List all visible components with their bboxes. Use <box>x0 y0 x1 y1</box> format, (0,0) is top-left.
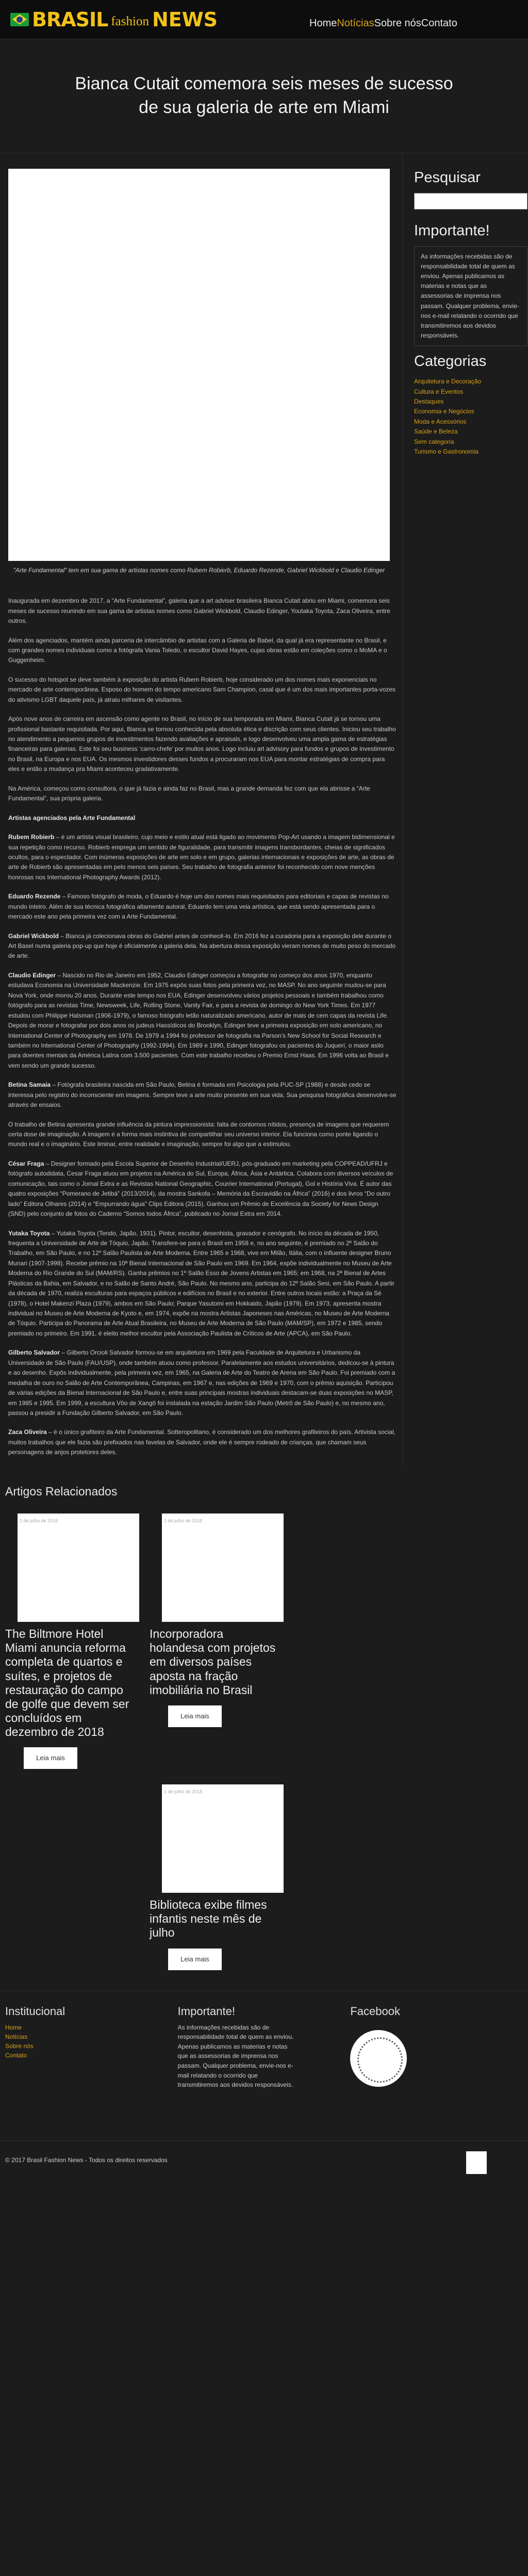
artists-heading: Artistas agenciados pela Arte Fundamental <box>8 814 136 822</box>
artist-paragraph <box>8 1120 397 1150</box>
artist-name: Eduardo Rezende <box>8 893 61 900</box>
card-date: 1 de julho de 2018 <box>20 1518 58 1524</box>
artist-paragraph <box>8 1229 397 1339</box>
article-paragraph: Além dos agenciados, mantém ainda parceria de intercâmbio de artistas com a Galeria de Babel, da qual já era representante no Brasil, e com grandes nomes individuais como a fotógrafa Vania Toledo, o escultor David Hayes, cujas obras estão em coleções como o MoMA e o Guggenheim. <box>8 636 387 664</box>
article-paragraph: Na América, começou como consultora, o que já fazia e ainda faz no Brasil, mas a grande demanda fez com que ela abrisse a “Arte Fundamental”, sua própria galeria. <box>8 784 370 802</box>
category-link-destaques[interactable]: Destaques <box>414 397 444 405</box>
card-date: 1 de julho de 2018 <box>164 1518 203 1524</box>
footer-link-noticias[interactable]: Notícias <box>5 2033 28 2040</box>
logo-fashion-text: fashion <box>111 14 149 28</box>
artist-bio: O trabalho de Betina apresenta grande influência da pintura impressionista: falta de contornos nítidos, presença de imagens que requerem certa dose de imaginação. A imagem é a forma mais instintiva de compartilhar seu universo interior. Ela funciona como ponte ligando o mundo real e o imaginário. Este liminar, entre realidade e imaginação, sempre foi algo que a estimulou. <box>8 1120 389 1148</box>
notice-text: As informações recebidas são de responsabilidade total de quem as enviou. Apenas publicamos as materias e notas que as assessorias de imprensa nos passam. Qualquer problema, envie-nos e-mail relatando o ocorrido que transmitiremos aos devidos responsáveis. <box>414 246 527 347</box>
artist-bio: – é o único grafiteiro da Arte Fundamental. Sotteropolitano, é considerado um dos melhores grafiteiros do país. Artivista social, muitos trabalhos que ele fazia são prefixados nas favelas de Salvador, onde ele é sempre rodeado de crianças, que chamam seus personagens de anjos protetores deles. <box>8 1428 396 1456</box>
artist-name: Yutaka Toyota <box>8 1229 50 1237</box>
artist-name: Claudio Edinger <box>8 971 56 979</box>
logo-brasil-text: BRASIL <box>32 8 108 31</box>
card-image[interactable] <box>162 1514 284 1622</box>
footer-institutional-title: Institucional <box>5 2004 65 2018</box>
related-articles <box>0 1467 528 1986</box>
article-title: Bianca Cutait comemora seis meses de sucesso de sua galeria de arte em Miami <box>75 74 453 117</box>
artist-paragraph <box>8 1348 397 1418</box>
content-wrap <box>0 153 528 1467</box>
card-title[interactable]: Incorporadora holandesa com projetos em diversos países aposta na fração imobiliária no Brasil <box>150 1627 276 1697</box>
artist-bio: – Yutaka Toyota (Tendo, Japão, 1931). Pintor, escultor, desenhista, gravador e cenógrafo. No início da década de 1950, frequenta a Universidade de Arte de Tóquio, Japão. Transfere-se para o Brasil em 1958 e, no ano seguinte, é premiado no 2º Salão do Trabalho, em São Paulo, e no 12º Salão Paulista de Arte Moderna. Entre 1965 e 1968, vive em Milão, Itália, com o influente designer Bruno Munari (1907-1998). Recebe prêmio na 10ª Bienal Internacional de São Paulo em 1969. Em 1964, expõe individualmente no Museu de Arte Moderna do Rio Grande do Sul (MAM/RS). Ganha prêmios no 1º Salão Esso de Jovens Artistas em 1965; em 1968, na 2ª Bienal de Artes Plásticas da Bahia, em Salvador, e no Salão de Santo André, São Paulo. No mesmo ano, participa do 12º Salão Sesi, em São Paulo. A partir da década de 1970, realiza esculturas para espaços públicos e edifícios no Brasil e no exterior. Entre outros locais estão: a Praça da Sé (1978), o Hotel Makenzi Plaza (1979), ambos em São Paulo; Parque Yasutomi em Hokkaido, Japão (1979). Em 1973, apresenta mostra individual no Museu de Arte Moderna de Kyoto e, em 1974, expõe na mostra Artistas Japoneses nas Américas, no Museu de Arte Moderna de Tóquio. Participa do Panorama de Arte Atual Brasileira, no Museu de Arte Moderna de São Paulo (MAM/SP), em 1972 e 1985, sendo premiado no primeiro. Em 1991, é eleito melhor escultor pela Associação Paulista de Críticos de Arte (APCA), em São Paulo. <box>8 1229 394 1337</box>
site-header <box>0 0 528 39</box>
main-content <box>0 153 403 1467</box>
artist-bio: – Bianca já colecionava obras do Gabriel antes de conhecê-lo. Em 2016 fez a curadoria para a exposição dele durante o Art Basel numa galeria pop-up que hoje é oficialmente a galeria dela. Na abertura dessa exposição vieram nomes de muito peso do mercado de arte. <box>8 932 396 960</box>
related-title: Artigos Relacionados <box>5 1484 118 1498</box>
back-to-top-button[interactable] <box>466 2151 487 2174</box>
artist-name: Betina Samaia <box>8 1081 51 1089</box>
nav-sobre-nos[interactable]: Sobre nós <box>374 18 421 29</box>
artist-paragraph <box>8 1427 397 1457</box>
article-paragraph: Após nove anos de carreira em ascensão como agente no Brasil, no início de sua temporada em Miami, Bianca Cutait já se tornou uma profissional bastante requisitada. Por aqui, Bianca se tornou conhecida pela absoluta ética e discrição com seus clientes. Iniciou seu trabalho no atendimento a pequenos grupos de investimentos fazendo avaliações e apraisals, e logo desenvolveu uma ampla gama de estratégias financeiras para galerias. Este foi seu business ‘carro-chefe’ por muitos anos. Logo incluiu art advisory para fundos e grupos de investimento no Brasil, na Europa e nos EUA. Os mesmos investidores desses fundos a procuraram nos EUA para montar estratégias de compra para eles e então a mudança pra Miami aconteceu gradativamente. <box>8 715 396 773</box>
site-logo[interactable] <box>10 8 218 31</box>
artist-paragraph <box>8 892 397 922</box>
category-link-cultura[interactable]: Cultura e Eventos <box>414 388 464 395</box>
card-title[interactable]: Biblioteca exibe filmes infantis neste mês de julho <box>150 1898 267 1940</box>
nav-home[interactable]: Home <box>309 18 337 29</box>
category-link-saude[interactable]: Saúde e Beleza <box>414 428 458 436</box>
artist-bio: – é um artista visual brasileiro, cujo meio e estilo atual está ligado ao movimento Pop-Art usando a imagem bidimensional e sua repetição como recurso. Robierb emprega um sentido de figuralidade, para transmitir imagens transbordantes, cheias de significados ocultos, para o espectador. Com inúmeras exposições de arte em solo e em grupo, galerias internacionais e exposições de arte, as obras de arte de Robierb são apresentadas em pelo menos seis países. Seu trabalho de fotografia anterior foi reconhecido com nove menções honrosas nos International Photography Awards (2012). <box>8 833 395 881</box>
article-body <box>8 596 397 1458</box>
image-caption: "Arte Fundamental" tem em sua gama de artistas nomes como Rubem Robierb, Eduardo Rezende, Gabriel Wickbold e Claudio Edinger <box>13 567 385 574</box>
artist-bio: – Gilberto Orcioli Salvador formou-se em arquitetura em 1969 pela Faculdade de Arquitetura e Urbanismo da Universidade de São Paulo (FAU/USP), onde também atuou como professor. Paralelamente aos estudos universitários, dedicou-se à pintura e ao desenho. Expôs individualmente, pela primeira vez, em 1965, na Galeria de Arte do Teatro de Arena em São Paulo. Foi premiado com a medalha de ouro no Salão de Arte Contemporânea, Campinas, em 1967 e, nas edições de 1969 e 1970, com o prêmio aquisição. Participou de várias edições da Bienal Internacional de São Paulo e, entre suas principais mostras individuais destacam-se duas exposições no MASP, em 1985 e 1995. Em 1999, a escultura Vôo de Xangô foi instalada na estação Jardim São Paulo (Metrô de São Paulo) e, no mesmo ano, passou a presidir a Fundação Gilberto Salvador, em São Paulo. <box>8 1349 395 1416</box>
category-list <box>414 377 528 457</box>
article-paragraph: O sucesso do hotspot se deve também à exposição do artista Rubem Robierb, hoje considerado um dos nomes mais exponenciais no mercado de arte contemporânea. Esposo do homem do tempo americano Sam Champion, casal que é um dos mais importantes porta-vozes do ativismo LGBT daquele país, já atraiu milhares de visitantes. <box>8 675 396 703</box>
footer-notice-text: As informações recebidas são de responsabilidade total de quem as enviou. Apenas publicamos as materias e notas que as assessorias de imprensa nos passam. Qualquer problema, envie-nos e-mail relatando o ocorrido que transmitiremos aos devidos responsáveis. <box>177 2023 294 2089</box>
artist-name: Gabriel Wickbold <box>8 932 59 940</box>
artist-bio: – Nascido no Rio de Janeiro em 1952, Claudio Edinger começou a fotografar no começo dos anos 1970, enquanto estudava Economia na Universidade Mackenzie. Em 1975 expôs suas fotos pela primeira vez, no MASP. No ano seguinte mudou-se para Nova York, onde morou 20 anos. Durante este tempo nos EUA, Edinger desenvolveu vários projetos pessoais e também trabalhou como fotógrafo para as revistas Time, Newsweek, Life, Rolling Stone, Vanity Fair, e para a revista de domingo do New York Times. Em 1977 estudou com Philippe Halsman (1906-1979), o famoso fotógrafo letão naturalizado americano, autor de mais de cem capas da revista Life. Depois de morar e fotografar por dois anos os judeus Hassídicos do Brooklyn, Edinger teve a primeira exposição em solo americano, no International Center of Photography em 1978. De 1979 a 1994 foi professor de fotografia na Parson’s New School for Social Research e também no International Center of Photography (1992-1994). Em 1989 e 1990, Edinger fotografou os pacientes do Juquerí, o maior asilo para doentes mentais da América Latina com 3.500 pacientes. Com este trabalho recebeu o Premio Ernst Haas. Em 1996 volta ao Brasil e vem sendo um grande sucesso. <box>8 971 389 1069</box>
artist-paragraph <box>8 1080 397 1110</box>
read-more-button[interactable]: Leia mais <box>168 1705 222 1727</box>
copyright-text: © 2017 Brasil Fashion News - Todos os direitos reservados <box>5 2156 168 2164</box>
artist-name: Gilberto Salvador <box>8 1349 60 1357</box>
artist-paragraph <box>8 971 397 1071</box>
brazil-flag-icon <box>10 13 29 26</box>
footer-facebook <box>350 2003 523 2140</box>
card-date: 1 de julho de 2018 <box>164 1789 203 1795</box>
card-image[interactable] <box>162 1784 284 1893</box>
related-card <box>5 1514 134 1769</box>
artist-bio: – Fotógrafa brasileira nascida em São Paulo, Betina é formada em Psicologia pela PUC-SP (1988) e desde cedo se interessa pelo registro do inconsciente em imagens. Sempre teve a arte muito presente em sua vida. Sua pesquisa fotográfica desenvolve-se através de ensaios. <box>8 1081 397 1109</box>
copyright-bar <box>0 2140 528 2181</box>
category-link-moda[interactable]: Moda e Acessórios <box>414 417 467 425</box>
related-card <box>150 1514 278 1769</box>
category-link-sem-categoria[interactable]: Sem categoria <box>414 438 454 445</box>
read-more-button[interactable]: Leia mais <box>168 1949 222 1970</box>
footer-link-contato[interactable]: Contato <box>5 2051 27 2059</box>
footer-facebook-title: Facebook <box>350 2004 400 2018</box>
article-paragraph: Inaugurada em dezembro de 2017, a “Arte Fundamental”, galeria que a art adviser brasileira Bianca Cutait abriu em Miami, comemora seis meses de sucesso reunindo em sua gama de artistas nomes como Gabriel Wickbold, Claudio Edinger, Youtaka Toyota, Zaca Oliveira, entre outros. <box>8 597 390 625</box>
facebook-widget-icon[interactable] <box>350 2030 407 2087</box>
nav-contato[interactable]: Contato <box>421 18 457 29</box>
footer-institutional <box>5 2003 178 2140</box>
artist-bio: – Famoso fotógrafo de moda, o Eduardo é hoje um dos nomes mais requisitados para editoriais e capas de revistas no mundo inteiro. Além de sua técnica fotográfica altamente autoral, Eduardo tem uma veia artística, que está sendo apresentada para o mercado este ano pela primeira vez com a Arte Fundamental. <box>8 893 389 921</box>
footer-link-sobre-nos[interactable]: Sobre nós <box>5 2042 34 2050</box>
card-title[interactable]: The Biltmore Hotel Miami anuncia reforma completa de quartos e suítes, e projetos de restauração do campo de golfe que devem ser concluídos em dezembro de 2018 <box>5 1627 129 1739</box>
artist-name: Zaca Oliveira <box>8 1428 47 1436</box>
search-input[interactable] <box>414 193 527 210</box>
notice-widget-title: Importante! <box>414 222 490 239</box>
read-more-button[interactable]: Leia mais <box>24 1747 77 1769</box>
featured-image <box>8 169 390 561</box>
site-footer <box>0 1991 528 2140</box>
footer-link-home[interactable]: Home <box>5 2023 22 2031</box>
artist-paragraph <box>8 832 397 882</box>
artist-paragraph <box>8 931 397 961</box>
artist-name: César Fraga <box>8 1160 44 1167</box>
footer-notice <box>178 2003 351 2140</box>
nav-noticias[interactable]: Notícias <box>337 18 374 29</box>
artist-bio: – Designer formado pela Escola Superior de Desenho Industrial/UERJ, pós-graduado em marketing pela COPPEAD/UFRJ e fotógrafo autodidata, Cesar Fraga atuou em projetos na América do Sul, Europa, África, Ásia e Antártica. Colabora com diversos veículos de comunicação, tais como o Jornal Extra e as Revistas National Geographic, Courrier International (Portugal), Gol e História Viva. É autor das quatro exposições “Pomerano de Jetibá” (2013/2014), da mostra Sankofa – Memória da Escravidão na África” (2016) e dos livros “Do outro lado” Editora Olhares (2014) e “Empurrando água” Clips Editora (2015). Ganhou um Prêmio de Excelência da Society for News Design (SND) pelo conjunto de fotos do Caderno “Somos todos África”, publicado no Jornal Extra em 2014. <box>8 1160 393 1218</box>
categories-widget-title: Categorias <box>414 353 487 370</box>
main-nav <box>309 15 457 31</box>
category-link-economia[interactable]: Economia e Negócios <box>414 408 474 415</box>
logo-news-text: NEWS <box>152 8 218 31</box>
footer-links <box>5 2023 178 2060</box>
category-link-arquitetura[interactable]: Arquitetura e Decoração <box>414 378 482 385</box>
footer-notice-title: Importante! <box>177 2004 235 2018</box>
card-image[interactable] <box>18 1514 139 1622</box>
category-link-turismo[interactable]: Turismo e Gastronomia <box>414 448 478 456</box>
sidebar <box>403 153 528 1467</box>
related-grid <box>5 1514 284 1985</box>
search-widget-title: Pesquisar <box>414 169 481 186</box>
related-card <box>150 1784 278 1970</box>
artist-paragraph <box>8 1159 397 1219</box>
artist-name: Rubem Robierb <box>8 833 55 841</box>
